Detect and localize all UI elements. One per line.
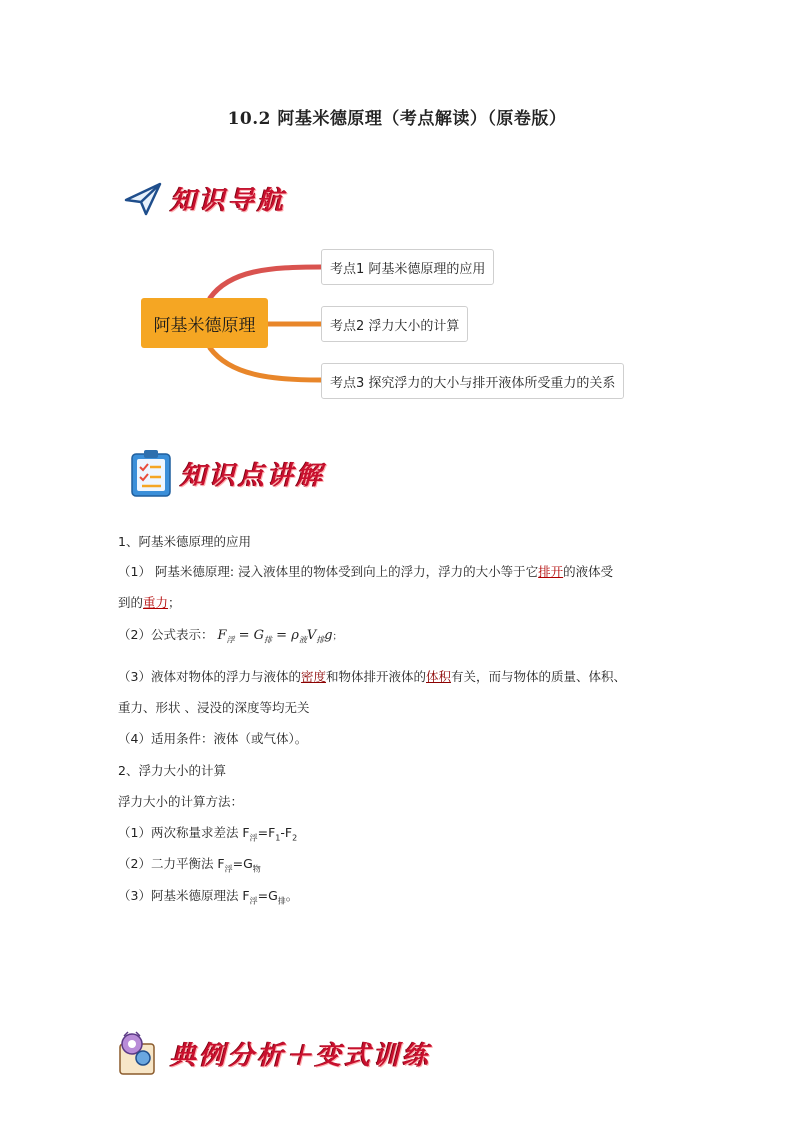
formula-sub: 排	[316, 635, 325, 645]
section1-point1-line2	[118, 593, 181, 611]
section2-method1	[118, 823, 297, 844]
text-segment: =G	[232, 856, 253, 871]
text-segment: （3）阿基米德原理法 F	[118, 888, 250, 903]
examples-banner	[116, 1030, 431, 1076]
keyword-underlined: 重力	[143, 595, 169, 610]
text-segment: 有关，而与物体的质量、体积、	[451, 669, 627, 684]
mindmap-root: 阿基米德原理	[141, 298, 268, 348]
text-segment: （2）公式表示：	[118, 627, 214, 642]
keyword-underlined: 体积	[426, 669, 452, 684]
formula-part: V	[306, 628, 317, 643]
text-segment: ；	[332, 632, 342, 642]
section1-heading: 1、阿基米德原理的应用	[118, 534, 251, 549]
connector-1	[210, 267, 321, 298]
buoyancy-formula	[217, 628, 332, 643]
section2-heading: 2、浮力大小的计算	[118, 763, 226, 778]
keyword-underlined: 排开	[538, 564, 564, 579]
subscript: 2	[292, 833, 298, 843]
knowledge-points-heading: 知识点讲解	[180, 460, 326, 491]
section2-intro: 浮力大小的计算方法：	[118, 794, 244, 809]
text-segment: （3）液体对物体的浮力与液体的	[118, 669, 301, 684]
page-title: 10.2 阿基米德原理（考点解读）（原卷版）	[227, 109, 567, 129]
section1-point3-line1	[118, 667, 626, 685]
mindmap-node-3: 考点3 探究浮力的大小与排开液体所受重力的关系	[321, 363, 624, 399]
mindmap-node-1: 考点1 阿基米德原理的应用	[321, 249, 494, 285]
formula-part: F	[217, 628, 227, 643]
formula-sub: 液	[298, 635, 307, 645]
subscript: 浮	[224, 864, 233, 874]
text-segment: =F	[257, 825, 276, 840]
examples-heading: 典例分析＋变式训练	[170, 1040, 432, 1071]
knowledge-nav-banner	[124, 180, 286, 217]
paper-plane-icon	[124, 182, 162, 216]
formula-part: g	[324, 628, 333, 643]
section2-method3	[118, 886, 298, 907]
subscript: 物	[252, 864, 261, 874]
subscript: 浮	[249, 833, 258, 843]
text-segment: =G	[257, 888, 278, 903]
formula-part: = ρ	[272, 628, 299, 643]
clipboard-icon	[130, 448, 172, 498]
formula-part: = G	[234, 628, 265, 643]
text-segment: 。	[285, 888, 299, 903]
analysis-scroll-icon	[116, 1030, 160, 1076]
subscript: 1	[275, 833, 281, 843]
text-segment: （2）二力平衡法 F	[118, 856, 225, 871]
connector-3	[210, 348, 321, 380]
formula-sub: 排	[264, 635, 273, 645]
mindmap-node-2: 考点2 浮力大小的计算	[321, 306, 468, 342]
section1-point2	[118, 625, 342, 646]
text-segment: （1） 阿基米德原理: 浸入液体里的物体受到向上的浮力，浮力的大小等于它	[118, 564, 539, 579]
keyword-underlined: 密度	[300, 669, 326, 684]
section1-point4: （4）适用条件：液体（或气体）。	[118, 731, 308, 746]
text-segment: 和物体排开液体的	[325, 669, 426, 684]
text-segment: ；	[168, 595, 181, 610]
knowledge-nav-heading: 知识导航	[170, 186, 287, 216]
section1-point3-line2: 重力、形状 、浸没的深度等均无关	[118, 700, 310, 715]
formula-sub: 浮	[226, 635, 235, 645]
section2-method2	[118, 854, 261, 875]
knowledge-points-banner	[130, 448, 325, 498]
subscript: 浮	[249, 896, 258, 906]
subscript: 排	[277, 896, 286, 906]
text-segment: （1）两次称量求差法 F	[118, 825, 250, 840]
section1-point1-line1	[118, 562, 613, 580]
text-segment: 的液体受	[563, 564, 614, 579]
text-segment: 到的	[118, 595, 144, 610]
text-segment: -F	[280, 825, 293, 840]
